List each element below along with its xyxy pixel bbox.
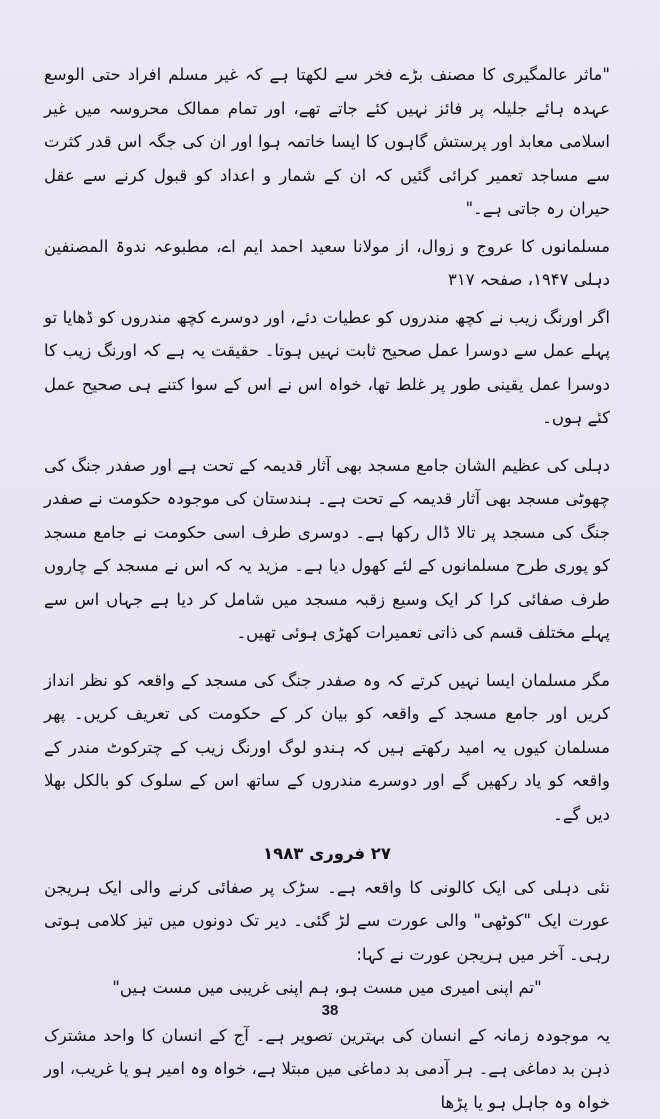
harijan-quote: "تم اپنی امیری میں مست ہو، ہم اپنی غریبی میں مست ہیں" [44,971,610,1005]
muslims-expectation-paragraph: مگر مسلمان ایسا نہیں کرتے کہ وہ صفدر جنگ کی مسجد کے واقعہ کو نظر انداز کریں اور جامع مسجد کے واقعہ کو بیان کر کے حکومت کی تعریف کریں۔ پھر مسلمان کیوں یہ امید رکھتے ہیں کہ ہندو لوگ اورنگ زیب کے چترکوٹ مندر کے واقعہ کو یاد رکھیں گے اور دوسرے مندروں کے ساتھ اس کے سلوک کو بالکل بھلا دیں گے۔ [44,664,610,832]
page-number: 38 [0,1002,660,1019]
closing-paragraph: یہ موجودہ زمانہ کے انسان کی بہترین تصویر ہے۔ آج کے انسان کا واحد مشترک ذہن بد دماغی ہے۔ ہر آدمی بد دماغی میں مبتلا ہے، خواہ وہ امیر ہو یا غریب، اور خواہ وہ جاہل ہو یا پڑھا [44,1019,610,1119]
page-text [44,58,610,1119]
date-heading: ۲۷ فروری ۱۹۸۳ [44,837,610,871]
aurangzeb-paragraph: اگر اورنگ زیب نے کچھ مندروں کو عطیات دئے، اور دوسرے کچھ مندروں کو ڈھایا تو پہلے عمل سے دوسرا عمل صحیح ثابت نہیں ہوتا۔ حقیقت یہ ہے کہ اورنگ زیب کا دوسرا عمل یقینی طور پر غلط تھا، خواہ اس نے اس کے سوا کتنے ہی صحیح عمل کئے ہوں۔ [44,301,610,435]
jama-masjid-paragraph: دہلی کی عظیم الشان جامع مسجد بھی آثار قدیمہ کے تحت ہے اور صفدر جنگ کی چھوٹی مسجد بھی آثار قدیمہ کے تحت ہے۔ ہندستان کی موجودہ حکومت نے صفدر جنگ کی مسجد پر تالا ڈال رکھا ہے۔ دوسری طرف اسی حکومت نے جامع مسجد کو پوری طرح مسلمانوں کے لئے کھول دیا ہے۔ مزید یہ کہ اس نے مسجد کے چاروں طرف صفائی کرا کر ایک وسیع زقبہ مسجد میں شامل کر دیا ہے جہاں اس سے پہلے مختلف قسم کی ذاتی تعمیرات کھڑی ہوئی تھیں۔ [44,449,610,650]
source-citation: مسلمانوں کا عروج و زوال، از مولانا سعید احمد ایم اے، مطبوعہ ندوۃ المصنفین دہلی ۱۹۴۷، صفحہ ۳۱۷ [44,230,610,297]
colony-incident-paragraph: نئی دہلی کی ایک کالونی کا واقعہ ہے۔ سڑک پر صفائی کرنے والی ایک ہریجن عورت ایک "کوٹھی" والی عورت سے لڑ گئی۔ دیر تک دونوں میں تیز کلامی ہوتی رہی۔ آخر میں ہریجن عورت نے کہا: [44,871,610,972]
quotation-paragraph: "ماثر عالمگیری کا مصنف بڑے فخر سے لکھتا ہے کہ غیر مسلم افراد حتی الوسع عہدہ ہائے جلیلہ پر فائز نہیں کئے جاتے تھے، اور تمام ممالک محروسہ میں غیر اسلامی معابد اور پرستش گاہوں کا ایسا خاتمہ ہوا اور ان کی جگہ اس قدر کثرت سے مساجد تعمیر کرائی گئیں کہ ان کے شمار و اعداد کو قبول کرنے سے عقل حیران رہ جاتی ہے۔" [44,58,610,226]
